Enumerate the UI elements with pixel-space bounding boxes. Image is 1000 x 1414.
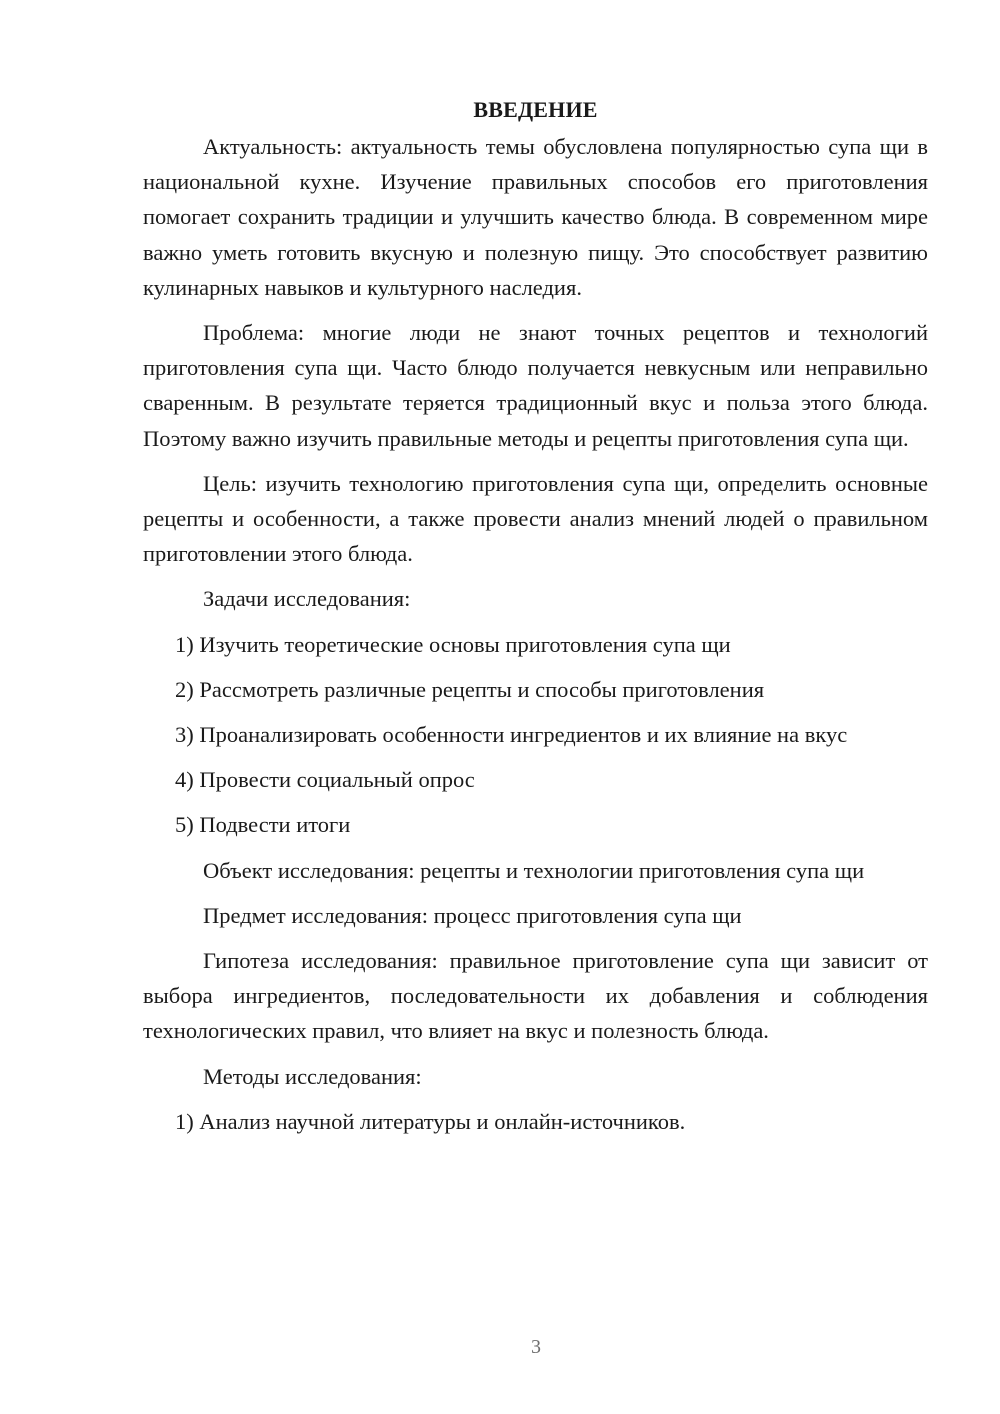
- task-item: 5) Подвести итоги: [175, 812, 351, 838]
- task-item: 3) Проанализировать особенности ингредиентов и их влияние на вкус: [175, 722, 848, 748]
- page-number: 3: [531, 1336, 541, 1358]
- goal-paragraph: Цель: изучить технологию приготовления супа щи, определить основные рецепты и особенности, а также провести анализ мнений людей о правильном приготовлении этого блюда.: [143, 470, 928, 567]
- methods-list: [143, 1104, 928, 1139]
- section-heading: ВВЕДЕНИЕ: [473, 97, 598, 122]
- relevance-paragraph: Актуальность: актуальность темы обусловлена популярностью супа щи в национальной кухне. Изучение правильных способов его приготовления помогает сохранить традиции и улучшить качество блюда. В современном мире важно уметь готовить вкусную и полезную пищу. Это способствует развитию кулинарных навыков и культурного наследия.: [143, 134, 928, 300]
- page-content: [143, 96, 928, 1149]
- object-paragraph: Объект исследования: рецепты и технологии приготовления супа щи: [203, 857, 865, 883]
- task-item: 2) Рассмотреть различные рецепты и способы приготовления: [175, 676, 765, 702]
- tasks-list: [143, 627, 928, 843]
- method-item: 1) Анализ научной литературы и онлайн-источников.: [175, 1108, 686, 1134]
- tasks-title: Задачи исследования:: [203, 586, 411, 612]
- methods-title: Методы исследования:: [203, 1063, 422, 1089]
- problem-paragraph: Проблема: многие люди не знают точных рецептов и технологий приготовления супа щи. Часто блюдо получается невкусным или неправильно сваренным. В результате теряется традиционный вкус и польза этого блюда. Поэтому важно изучить правильные методы и рецепты приготовления супа щи.: [143, 320, 928, 451]
- hypothesis-paragraph: Гипотеза исследования: правильное приготовление супа щи зависит от выбора ингредиентов, последовательности их добавления и соблюдения технологических правил, что влияет на вкус и полезность блюда.: [143, 948, 928, 1044]
- task-item: 4) Провести социальный опрос: [175, 767, 475, 793]
- task-item: 1) Изучить теоретические основы приготовления супа щи: [175, 631, 731, 657]
- subject-paragraph: Предмет исследования: процесс приготовления супа щи: [203, 902, 742, 928]
